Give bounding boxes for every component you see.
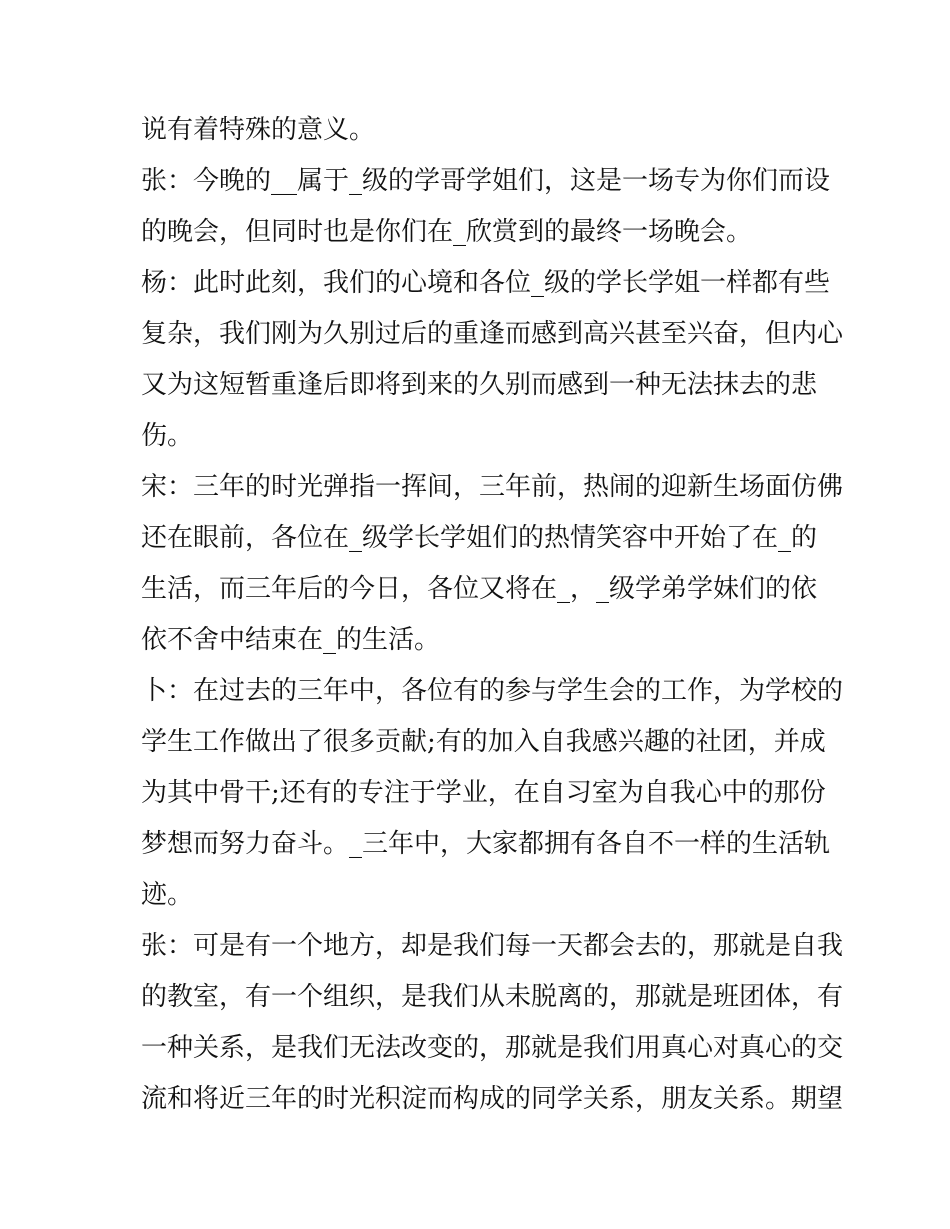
text-line: 为其中骨干;还有的专注于学业，在自习室为自我心中的那份 xyxy=(141,778,826,808)
text-line: 生活，而三年后的今日，各位又将在_，_级学弟学妹们的依 xyxy=(141,574,818,604)
text-line: 迹。 xyxy=(141,880,194,910)
text-line: 张：可是有一个地方，却是我们每一天都会去的，那就是自我 xyxy=(141,931,844,961)
text-line: 张：今晚的__属于_级的学哥学姐们，这是一场专为你们而设 xyxy=(141,166,831,196)
text-line: 学生工作做出了很多贡献;有的加入自我感兴趣的社团，并成 xyxy=(141,727,826,757)
text-line: 又为这短暂重逢后即将到来的久别而感到一种无法抹去的悲 xyxy=(141,370,818,400)
text-line: 还在眼前，各位在_级学长学姐们的热情笑容中开始了在_的 xyxy=(141,523,818,553)
text-line: 依不舍中结束在_的生活。 xyxy=(141,625,441,655)
text-line: 梦想而努力奋斗。_三年中，大家都拥有各自不一样的生活轨 xyxy=(141,829,831,859)
text-line: 宋：三年的时光弹指一挥间，三年前，热闹的迎新生场面仿佛 xyxy=(141,472,844,502)
text-line: 杨：此时此刻，我们的心境和各位_级的学长学姐一样都有些 xyxy=(141,268,831,298)
text-line: 说有着特殊的意义。 xyxy=(141,115,376,145)
text-line: 的教室，有一个组织，是我们从未脱离的，那就是班团体，有 xyxy=(141,982,844,1012)
text-line: 卜：在过去的三年中，各位有的参与学生会的工作，为学校的 xyxy=(141,676,844,706)
text-line: 一种关系，是我们无法改变的，那就是我们用真心对真心的交 xyxy=(141,1033,844,1063)
text-line: 伤。 xyxy=(141,421,194,451)
text-line: 流和将近三年的时光积淀而构成的同学关系，朋友关系。期望 xyxy=(141,1084,844,1114)
text-line: 复杂，我们刚为久别过后的重逢而感到高兴甚至兴奋，但内心 xyxy=(141,319,844,349)
text-line: 的晚会，但同时也是你们在_欣赏到的最终一场晚会。 xyxy=(141,217,753,247)
document-body xyxy=(141,105,844,1125)
